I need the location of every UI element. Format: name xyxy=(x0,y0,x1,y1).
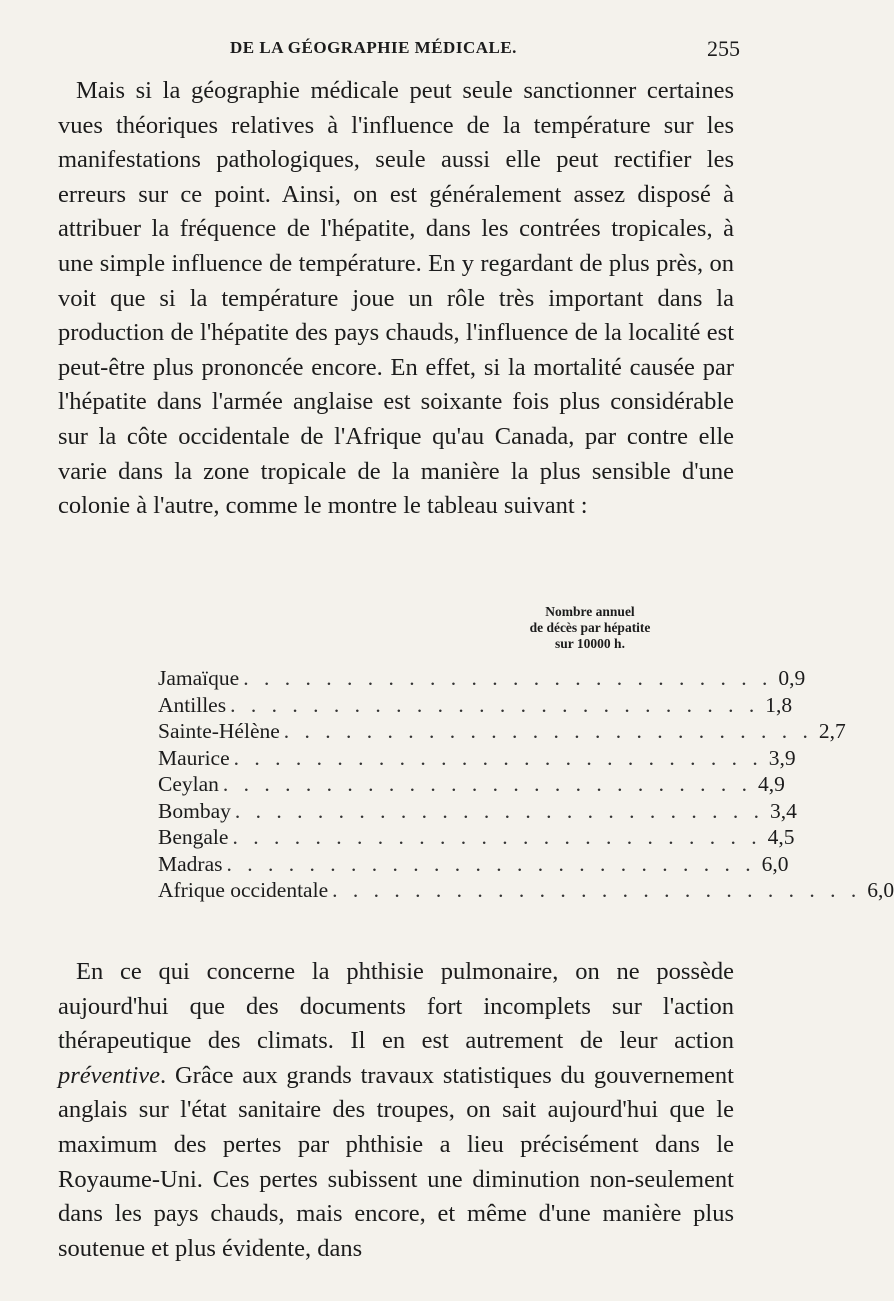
table-column-header xyxy=(500,604,680,652)
table-row xyxy=(158,666,806,693)
italic-word: préventive xyxy=(58,1061,161,1089)
table-header-line-1: Nombre annuel xyxy=(545,604,635,619)
paragraph-text-start: En ce qui concerne la phthisie pulmonaire, on ne possède aujourd'hui que des documents fort incomplets sur l'action thérapeutique des climats. Il en est autrement de leur action xyxy=(58,958,734,1055)
table-row xyxy=(158,719,846,746)
place-name: Bengale xyxy=(158,825,229,849)
paragraph-text-end: . Grâce aux grands travaux statistiques du gouvernement anglais sur l'état sanitaire des troupes, on sait aujourd'hui que le maximum des pertes par phthisie a lieu précisément dans le Royaume-Uni. Ces pertes subissent une diminution non-seulement dans les pays chauds, mais encore, et même d'une manière plus soutenue et plus évidente, dans xyxy=(58,1061,734,1262)
place-name: Sainte-Hélène xyxy=(158,719,280,743)
death-rate-value: 0,9 xyxy=(778,666,806,690)
mortality-table xyxy=(158,666,894,905)
leader-dots: . . . . . . . . . . . . . . . . . . . . . . . . . . xyxy=(283,719,813,743)
leader-dots: . . . . . . . . . . . . . . . . . . . . . . . . . . xyxy=(226,851,756,876)
death-rate-value: 2,7 xyxy=(818,719,846,743)
death-rate-value: 6,0 xyxy=(867,878,894,902)
table-row xyxy=(158,851,789,879)
death-rate-value: 3,9 xyxy=(768,745,796,770)
place-name: Afrique occidentale xyxy=(158,878,329,902)
death-rate-value: 4,5 xyxy=(767,825,795,849)
place-name: Madras xyxy=(158,851,223,876)
table-row xyxy=(158,878,894,905)
place-name: Bombay xyxy=(158,798,231,823)
leader-dots: . . . . . . . . . . . . . . . . . . . . . . . . . . xyxy=(230,692,760,717)
table-row xyxy=(158,825,795,852)
paragraph-hepatite: Mais si la géographie médicale peut seule sanctionner certaines vues théoriques relatives à l'influence de la température sur les manifestations pathologiques, seule aussi elle peut rectifier les erreurs sur ce point. Ainsi, on est généralement assez disposé à attribuer la fréquence de l'hépatite, dans les contrées tropicales, à une simple influence de température. En y regardant de plus près, on voit que si la température joue un rôle très important dans la production de l'hépatite des pays chauds, l'influence de la localité est peut-être plus prononcée encore. En effet, si la mortalité causée par l'hépatite dans l'armée anglaise est soixante fois plus considérable sur la côte occidentale de l'Afrique qu'au Canada, par contre elle varie dans la zone tropicale de la manière la plus sensible d'une colonie à l'autre, comme le montre le tableau suivant : xyxy=(58,77,734,520)
place-name: Maurice xyxy=(158,745,230,770)
leader-dots: . . . . . . . . . . . . . . . . . . . . . . . . . . xyxy=(232,825,762,849)
table-row xyxy=(158,798,797,826)
leader-dots: . . . . . . . . . . . . . . . . . . . . . . . . . . xyxy=(233,745,763,770)
leader-dots: . . . . . . . . . . . . . . . . . . . . . . . . . . xyxy=(332,878,862,902)
table-row xyxy=(158,745,796,773)
place-name: Jamaïque xyxy=(158,666,240,690)
death-rate-value: 3,4 xyxy=(769,798,797,823)
page-number: 255 xyxy=(707,36,740,61)
death-rate-value: 1,8 xyxy=(765,692,793,717)
page-header xyxy=(60,36,740,70)
paragraph-phthisie xyxy=(58,955,734,1266)
table-header-line-2: de décès par hépatite xyxy=(529,620,651,635)
leader-dots: . . . . . . . . . . . . . . . . . . . . . . . . . . xyxy=(234,798,764,823)
place-name: Antilles xyxy=(158,692,227,717)
death-rate-value: 6,0 xyxy=(761,851,789,876)
leader-dots: . . . . . . . . . . . . . . . . . . . . . . . . . . xyxy=(222,772,753,796)
leader-dots: . . . . . . . . . . . . . . . . . . . . . . . . . . xyxy=(243,666,773,690)
table-row xyxy=(158,692,793,720)
running-title: DE LA GÉOGRAPHIE MÉDICALE. xyxy=(230,38,517,57)
place-name: Ceylan xyxy=(158,772,219,796)
table-header-line-3: sur 10000 h. xyxy=(555,636,625,651)
death-rate-value: 4,9 xyxy=(758,772,785,796)
table-row xyxy=(158,772,785,799)
